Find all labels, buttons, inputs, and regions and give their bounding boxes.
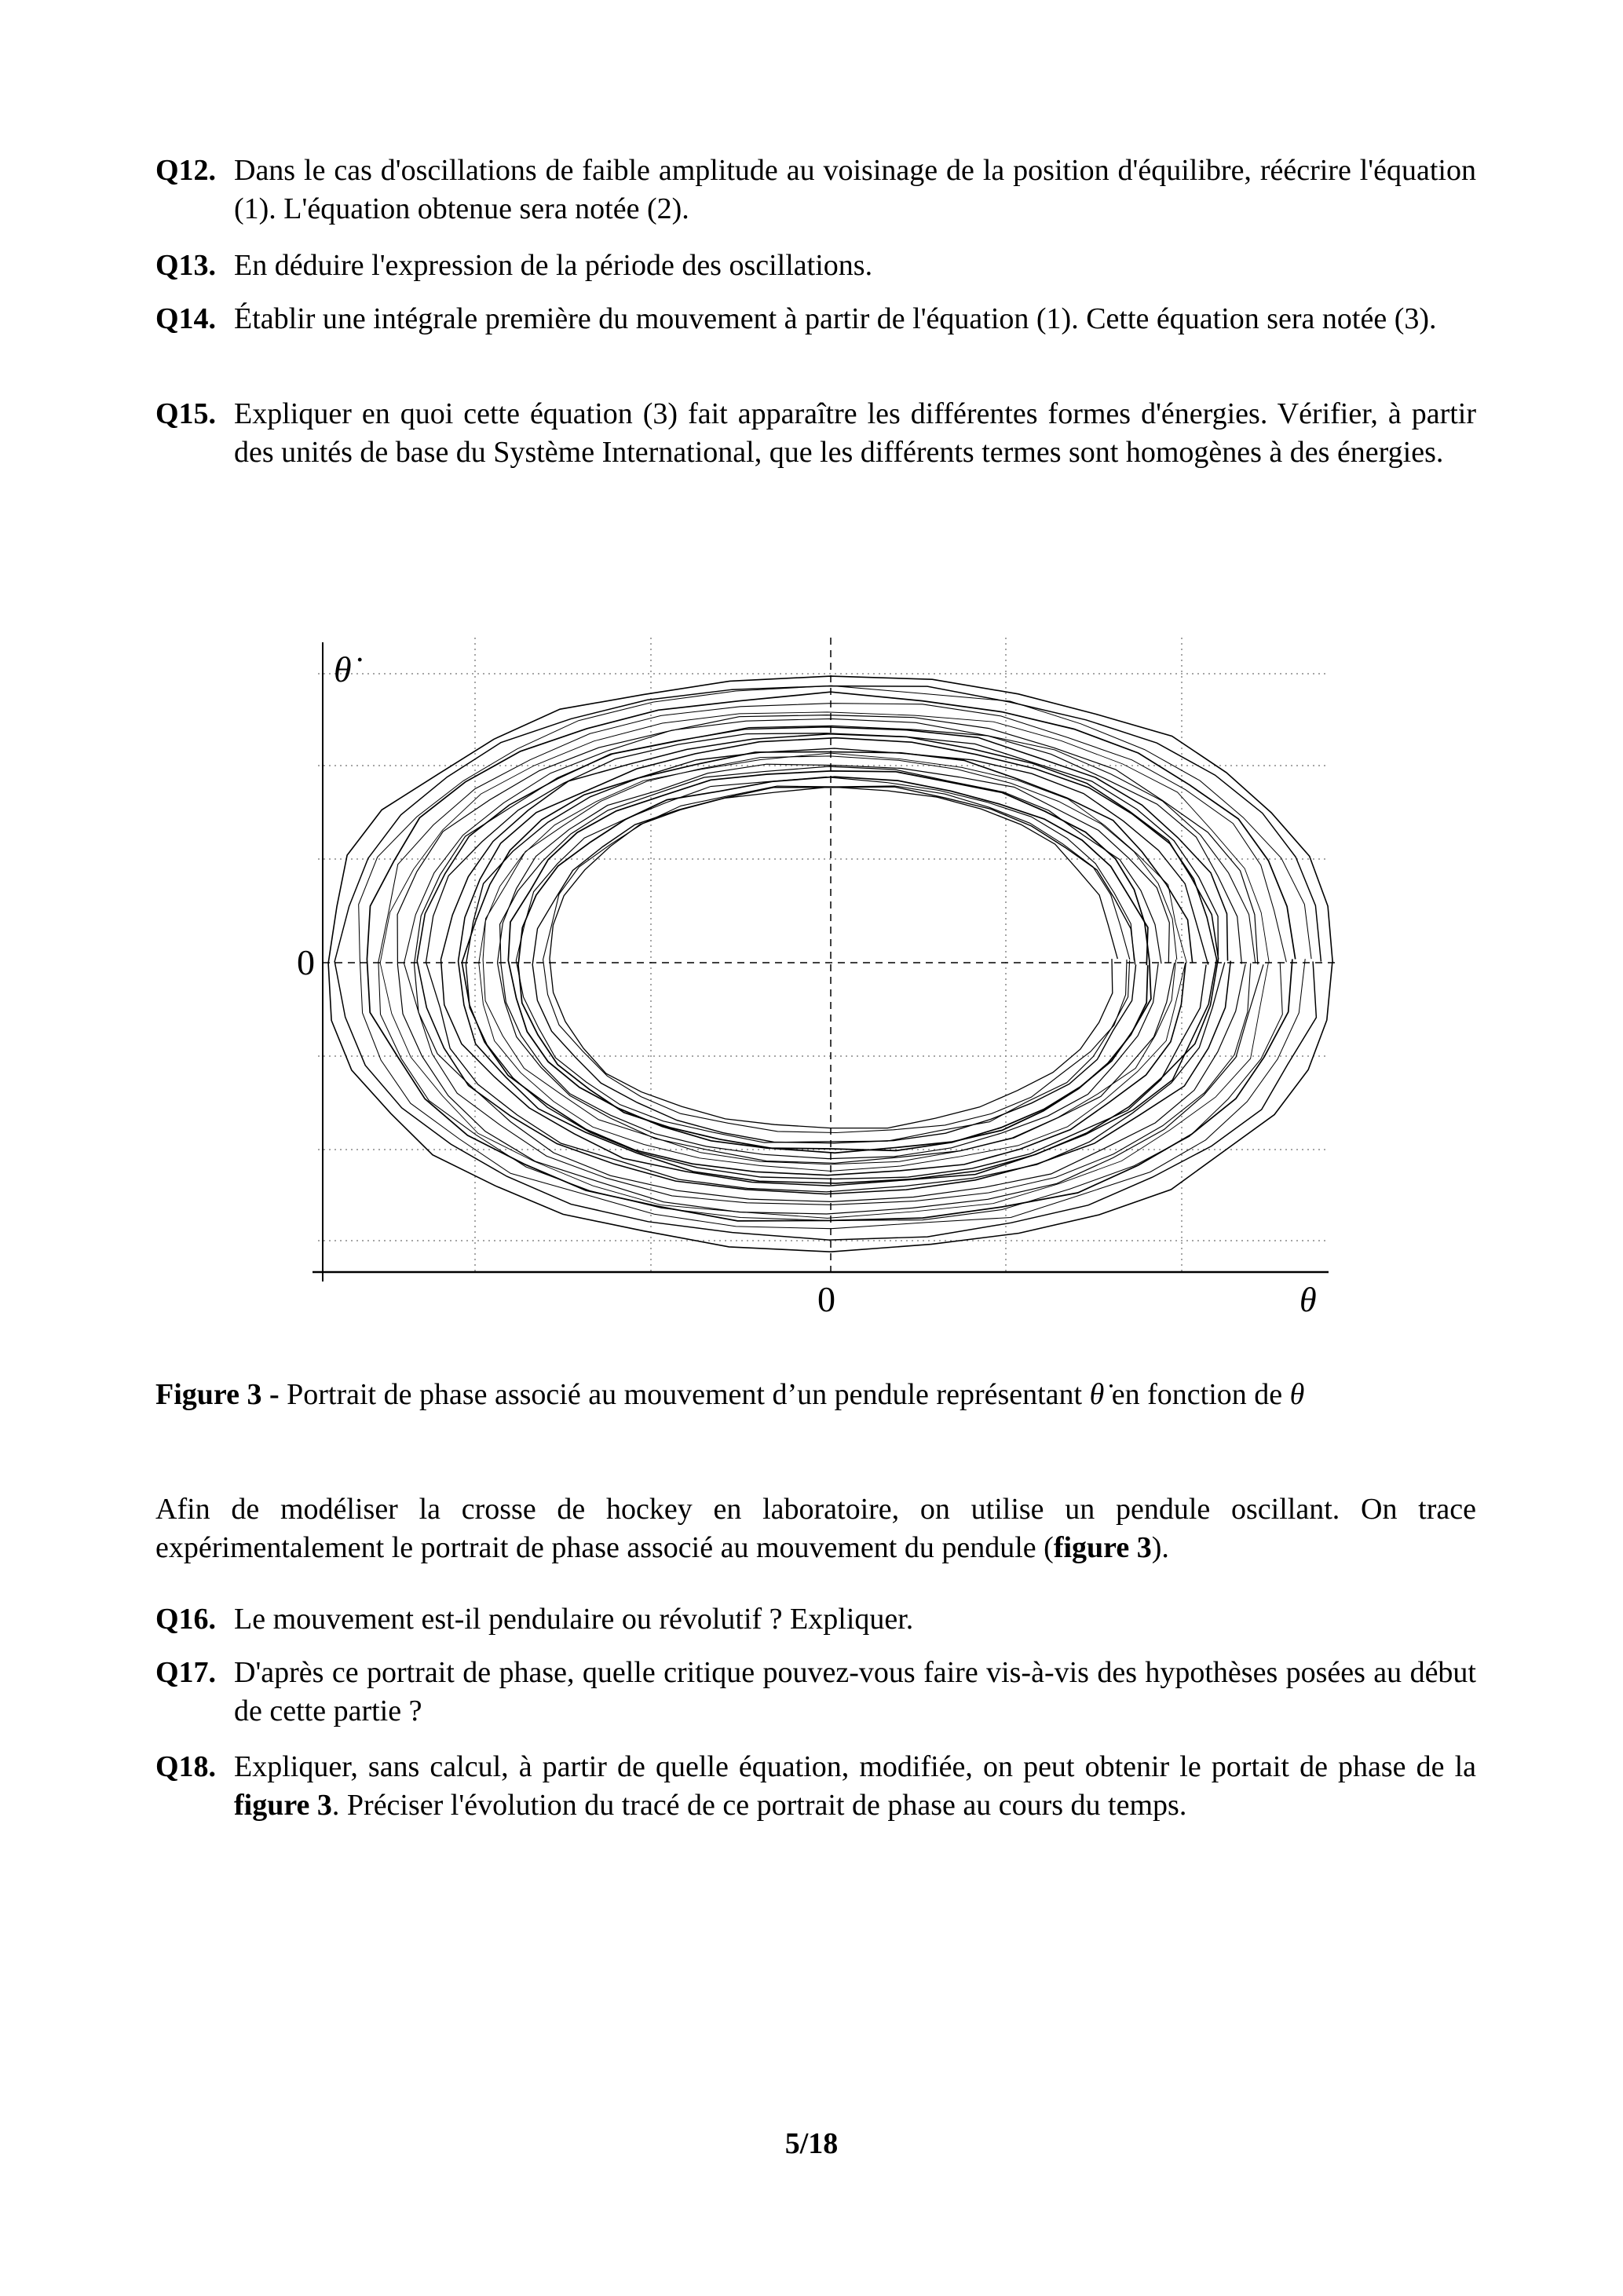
caption-text: Portrait de phase associé au mouvement d’un pendule représentant bbox=[279, 1378, 1090, 1411]
question-q18 bbox=[155, 1748, 1476, 1825]
x-zero-label: 0 bbox=[817, 1279, 835, 1319]
question-text: D'après ce portrait de phase, quelle critique pouvez-vous faire vis-à-vis des hypothèses posées au début de cette partie ? bbox=[234, 1656, 1476, 1727]
phase-loop bbox=[518, 777, 1148, 1153]
question-number: Q18. bbox=[155, 1750, 217, 1783]
figure-caption bbox=[155, 1376, 1304, 1414]
question-text bbox=[234, 1748, 1476, 1825]
question-text: Établir une intégrale première du mouvement à partir de l'équation (1). Cette équation sera notée (3). bbox=[234, 302, 1437, 335]
y-zero-label: 0 bbox=[297, 942, 315, 982]
question-q17 bbox=[155, 1654, 1476, 1731]
phase-loop bbox=[508, 771, 1151, 1151]
question-q16 bbox=[155, 1600, 1476, 1639]
caption-mid: en fonction de bbox=[1104, 1378, 1290, 1411]
phase-loop bbox=[498, 764, 1175, 1163]
caption-symbol-theta: θ bbox=[1289, 1378, 1305, 1411]
question-number: Q14. bbox=[155, 302, 217, 335]
intro-paragraph bbox=[155, 1490, 1476, 1567]
phase-loop bbox=[404, 718, 1256, 1205]
question-text: En déduire l'expression de la période des oscillations. bbox=[234, 249, 873, 282]
question-text: Dans le cas d'oscillations de faible amplitude au voisinage de la position d'équilibre, réécrire l'équation (1). L'équation obtenue sera notée (2). bbox=[234, 154, 1476, 225]
y-axis-label: θ̇ bbox=[334, 649, 352, 689]
question-text: Le mouvement est-il pendulaire ou révolutif ? Expliquer. bbox=[234, 1603, 914, 1636]
phase-loop bbox=[532, 787, 1135, 1143]
question-number: Q12. bbox=[155, 154, 217, 187]
figure-reference: figure 3 bbox=[1053, 1531, 1152, 1564]
question-number: Q15. bbox=[155, 397, 217, 430]
caption-label: Figure 3 - bbox=[155, 1378, 280, 1411]
figure-reference: figure 3 bbox=[234, 1789, 332, 1822]
question-text: Expliquer en quoi cette équation (3) fait apparaître les différentes formes d'énergies. Vérifier, à partir des unités de base du Système International, que les différents termes sont homogènes à des énergies. bbox=[234, 397, 1476, 469]
question-number: Q13. bbox=[155, 249, 217, 282]
question-number: Q17. bbox=[155, 1656, 217, 1689]
x-axis-label: θ bbox=[1299, 1281, 1317, 1319]
question-number: Q16. bbox=[155, 1603, 217, 1636]
phase-loop bbox=[415, 726, 1246, 1201]
phase-loop bbox=[459, 738, 1218, 1183]
paragraph-text: Afin de modéliser la crosse de hockey en laboratoire, on utilise un pendule oscillant. On trace expérimentalement le portrait de phase associé au mouvement du pendule ( bbox=[155, 1493, 1476, 1564]
phase-loop bbox=[543, 786, 1130, 1133]
page-number: 5/18 bbox=[784, 2127, 839, 2160]
question-text-part: Expliquer, sans calcul, à partir de quelle équation, modifiée, on peut obtenir le portait de phase de la bbox=[234, 1750, 1476, 1783]
paragraph-text-end: ). bbox=[1151, 1531, 1169, 1564]
phase-loop bbox=[550, 787, 1117, 1128]
caption-symbol-thetadot: θ̇ bbox=[1089, 1378, 1105, 1411]
question-text-part: . Préciser l'évolution du tracé de ce portrait de phase au cours du temps. bbox=[331, 1789, 1187, 1822]
